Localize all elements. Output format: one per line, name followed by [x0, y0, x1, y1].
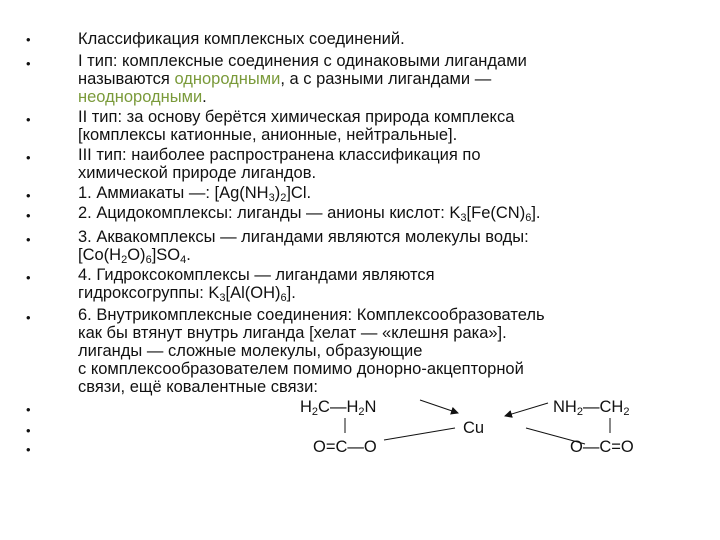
covalent-bond-right: [526, 428, 585, 444]
text: O): [127, 246, 146, 264]
coordination-arrow-left: [420, 400, 458, 413]
hydroxo-line1: 4. Гидроксокомплексы — лигандами являются: [78, 266, 435, 284]
text: NH: [553, 398, 577, 416]
bullet: •: [26, 32, 31, 47]
text: ]SO: [151, 246, 181, 264]
text: , а с разными лигандами —: [280, 70, 492, 88]
subscript: 3: [219, 292, 226, 304]
text: [Co(H: [78, 246, 122, 264]
text: [Al(OH): [225, 284, 281, 302]
text: ]Cl.: [286, 184, 312, 202]
aqua-line1: 3. Аквакомплексы — лигандами являются молекулы воды:: [78, 228, 529, 246]
intra-line4: с комплексообразователем помимо донорно-акцепторной: [78, 360, 524, 378]
subscript: 2: [623, 406, 630, 418]
covalent-bond-left: [384, 428, 455, 440]
subscript: 6: [145, 254, 152, 266]
text: C—H: [318, 398, 359, 416]
formula-center-metal: Cu: [463, 419, 485, 437]
text: 1. Аммиакаты —: [Ag(NH: [78, 184, 269, 202]
text: ): [274, 184, 281, 202]
text: называются: [78, 70, 175, 88]
bullet: •: [26, 310, 31, 325]
text: H: [300, 398, 312, 416]
title-line: Классификация комплексных соединений.: [78, 30, 405, 48]
text: —CH: [582, 398, 624, 416]
type3-line2: химической природе лигандов.: [78, 164, 317, 182]
bullet: •: [26, 270, 31, 285]
highlight-term: однородными: [174, 70, 281, 88]
text: гидроксогруппы: K: [78, 284, 220, 302]
intra-line3: лиганды — сложные молекулы, образующие: [78, 342, 423, 360]
bullet: •: [26, 112, 31, 127]
type2-line2: [комплексы катионные, анионные, нейтральные].: [78, 126, 458, 144]
type2-line1: II тип: за основу берётся химическая природа комплекса: [78, 108, 515, 126]
subscript: 3: [460, 212, 467, 224]
coordination-arrow-right: [505, 403, 548, 416]
type3-line1: III тип: наиболее распространена классификация по: [78, 146, 481, 164]
subscript: 2: [311, 406, 319, 418]
subscript: 2: [576, 406, 583, 418]
bullet: •: [26, 402, 31, 417]
subscript: 6: [525, 212, 532, 224]
subscript: 2: [358, 406, 365, 418]
highlight-term: неоднородными: [78, 88, 203, 106]
subscript: 3: [268, 192, 275, 204]
bullet: •: [26, 188, 31, 203]
text: [Fe(CN): [466, 204, 526, 222]
subscript: 4: [180, 254, 187, 266]
intra-line2: как бы втянут внутрь лиганда [хелат — «клешня рака»].: [78, 324, 507, 342]
type1-line1: I тип: комплексные соединения с одинаковыми лигандами: [78, 52, 527, 70]
text: N: [364, 398, 377, 416]
bullet: •: [26, 56, 31, 71]
text: .: [186, 246, 191, 264]
text: 2. Ацидокомплексы: лиганды — анионы кислот: K: [78, 204, 461, 222]
text: ].: [286, 284, 296, 302]
subscript: 6: [280, 292, 287, 304]
bullet: •: [26, 232, 31, 247]
intra-line1: 6. Внутрикомплексные соединения: Комплексообразователь: [78, 306, 545, 324]
formula-right-bottom: O—C=O: [570, 438, 634, 456]
subscript: 2: [280, 192, 287, 204]
formula-left-bottom: O=C—O: [313, 438, 377, 456]
text: .: [202, 88, 207, 106]
bullet: •: [26, 150, 31, 165]
bullet: •: [26, 423, 31, 438]
text: ].: [531, 204, 541, 222]
intra-line5: связи, ещё ковалентные связи:: [78, 378, 318, 396]
subscript: 2: [121, 254, 128, 266]
bullet: •: [26, 208, 31, 223]
bullet: •: [26, 442, 31, 457]
